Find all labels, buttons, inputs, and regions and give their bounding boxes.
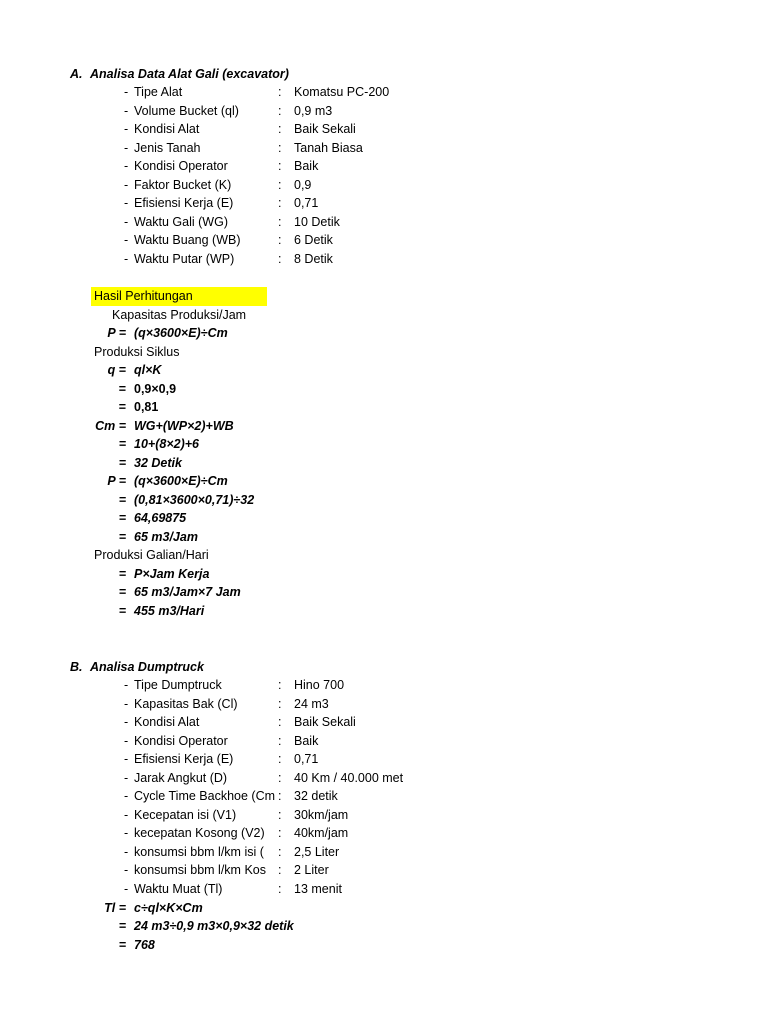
row-label: Waktu Gali (WG) — [134, 215, 228, 229]
calc-lhs: = — [118, 437, 126, 451]
row-value: Baik Sekali — [294, 122, 356, 136]
row-dash: - — [124, 845, 129, 859]
row-label: Waktu Muat (Tl) — [134, 882, 223, 896]
calc-lhs: = — [118, 382, 126, 396]
calc-lhs: = — [118, 604, 126, 618]
calc-lhs: Cm = — [95, 419, 126, 433]
calc-label: Produksi Galian/Hari — [94, 548, 209, 562]
calc-rhs: ql×K — [134, 363, 162, 377]
calc-lhs: P = — [107, 474, 126, 488]
section-a-title: Analisa Data Alat Gali (excavator) — [90, 67, 289, 81]
row-label: konsumsi bbm l/km isi ( — [134, 845, 264, 859]
row-colon: : — [278, 215, 282, 229]
row-label: Kondisi Operator — [134, 159, 228, 173]
calc-rhs: 24 m3÷0,9 m3×0,9×32 detik — [134, 919, 294, 933]
calc-rhs: WG+(WP×2)+WB — [134, 419, 234, 433]
row-dash: - — [124, 104, 129, 118]
row-colon: : — [278, 845, 282, 859]
row-colon: : — [278, 159, 282, 173]
row-colon: : — [278, 826, 282, 840]
row-value: 10 Detik — [294, 215, 340, 229]
row-colon: : — [278, 863, 282, 877]
row-colon: : — [278, 789, 282, 803]
row-label: Cycle Time Backhoe (Cm — [134, 789, 276, 803]
row-colon: : — [278, 678, 282, 692]
row-label: Kondisi Alat — [134, 715, 200, 729]
row-colon: : — [278, 882, 282, 896]
row-dash: - — [124, 233, 129, 247]
row-value: Komatsu PC-200 — [294, 85, 390, 99]
row-colon: : — [278, 808, 282, 822]
calc-rhs: 65 m3/Jam×7 Jam — [134, 585, 241, 599]
calc-lhs: = — [118, 400, 126, 414]
row-value: 13 menit — [294, 882, 342, 896]
calc-rhs: (0,81×3600×0,71)÷32 — [134, 493, 255, 507]
row-label: konsumsi bbm l/km Kos — [134, 863, 266, 877]
row-value: 2,5 Liter — [294, 845, 340, 859]
calc-rhs: 455 m3/Hari — [134, 604, 205, 618]
row-colon: : — [278, 85, 282, 99]
calc-lhs: P = — [107, 326, 126, 340]
row-label: Tipe Alat — [134, 85, 183, 99]
calc-rhs: c÷ql×K×Cm — [134, 901, 203, 915]
calc-lhs: = — [118, 530, 126, 544]
row-value: 30km/jam — [294, 808, 349, 822]
calc-heading: Hasil Perhitungan — [94, 289, 193, 303]
row-dash: - — [124, 252, 129, 266]
row-colon: : — [278, 252, 282, 266]
calc-subheading: Kapasitas Produksi/Jam — [112, 308, 247, 322]
row-colon: : — [278, 104, 282, 118]
calc-lhs: = — [118, 511, 126, 525]
row-value: 0,9 — [294, 178, 312, 192]
row-value: 2 Liter — [294, 863, 329, 877]
row-value: 40km/jam — [294, 826, 349, 840]
row-colon: : — [278, 178, 282, 192]
row-colon: : — [278, 233, 282, 247]
calc-label: Produksi Siklus — [94, 345, 180, 359]
row-label: Faktor Bucket (K) — [134, 178, 232, 192]
calc-rhs: (q×3600×E)÷Cm — [134, 326, 228, 340]
calc-lhs: q = — [107, 363, 126, 377]
row-value: 0,9 m3 — [294, 104, 333, 118]
row-value: 0,71 — [294, 752, 319, 766]
row-value: 6 Detik — [294, 233, 333, 247]
row-dash: - — [124, 196, 129, 210]
section-a-letter: A. — [70, 67, 83, 81]
calc-rhs: 65 m3/Jam — [134, 530, 198, 544]
row-value: Tanah Biasa — [294, 141, 363, 155]
calc-lhs: = — [118, 567, 126, 581]
calc-rhs: 0,9×0,9 — [134, 382, 177, 396]
row-dash: - — [124, 826, 129, 840]
row-colon: : — [278, 771, 282, 785]
row-label: Waktu Putar (WP) — [134, 252, 235, 266]
row-dash: - — [124, 715, 129, 729]
section-b-letter: B. — [70, 660, 83, 674]
row-colon: : — [278, 122, 282, 136]
row-dash: - — [124, 752, 129, 766]
calc-rhs: 768 — [134, 938, 155, 952]
row-dash: - — [124, 141, 129, 155]
row-value: Hino 700 — [294, 678, 345, 692]
calc-rhs: 64,69875 — [134, 511, 187, 525]
calc-rhs: (q×3600×E)÷Cm — [134, 474, 228, 488]
row-label: Volume Bucket (ql) — [134, 104, 239, 118]
calc-lhs: = — [118, 938, 126, 952]
row-label: Kondisi Operator — [134, 734, 228, 748]
calc-rhs: 0,81 — [134, 400, 159, 414]
row-value: 8 Detik — [294, 252, 333, 266]
row-label: Kapasitas Bak (Cl) — [134, 697, 238, 711]
row-dash: - — [124, 863, 129, 877]
row-dash: - — [124, 678, 129, 692]
calc-lhs: = — [118, 493, 126, 507]
row-dash: - — [124, 734, 129, 748]
row-value: Baik — [294, 159, 319, 173]
row-value: 32 detik — [294, 789, 338, 803]
row-value: 24 m3 — [294, 697, 329, 711]
row-dash: - — [124, 159, 129, 173]
row-dash: - — [124, 808, 129, 822]
row-dash: - — [124, 789, 129, 803]
row-dash: - — [124, 215, 129, 229]
row-colon: : — [278, 715, 282, 729]
row-label: Efisiensi Kerja (E) — [134, 752, 234, 766]
row-value: 0,71 — [294, 196, 319, 210]
row-label: Jenis Tanah — [134, 141, 201, 155]
row-label: Waktu Buang (WB) — [134, 233, 241, 247]
section-b-title: Analisa Dumptruck — [90, 660, 204, 674]
calc-rhs: 10+(8×2)+6 — [134, 437, 199, 451]
calc-lhs: Tl = — [104, 901, 126, 915]
calc-lhs: = — [118, 919, 126, 933]
row-label: Kecepatan isi (V1) — [134, 808, 237, 822]
calc-rhs: P×Jam Kerja — [134, 567, 210, 581]
row-dash: - — [124, 85, 129, 99]
row-value: Baik — [294, 734, 319, 748]
row-colon: : — [278, 196, 282, 210]
row-dash: - — [124, 178, 129, 192]
row-dash: - — [124, 882, 129, 896]
row-colon: : — [278, 697, 282, 711]
row-colon: : — [278, 734, 282, 748]
row-label: Efisiensi Kerja (E) — [134, 196, 234, 210]
row-label: Jarak Angkut (D) — [134, 771, 228, 785]
row-dash: - — [124, 697, 129, 711]
row-colon: : — [278, 752, 282, 766]
calc-lhs: = — [118, 456, 126, 470]
row-colon: : — [278, 141, 282, 155]
row-label: kecepatan Kosong (V2) — [134, 826, 265, 840]
row-value: Baik Sekali — [294, 715, 356, 729]
row-value: 40 Km / 40.000 met — [294, 771, 404, 785]
row-label: Tipe Dumptruck — [134, 678, 222, 692]
row-label: Kondisi Alat — [134, 122, 200, 136]
row-dash: - — [124, 122, 129, 136]
row-dash: - — [124, 771, 129, 785]
calc-lhs: = — [118, 585, 126, 599]
calc-rhs: 32 Detik — [134, 456, 182, 470]
